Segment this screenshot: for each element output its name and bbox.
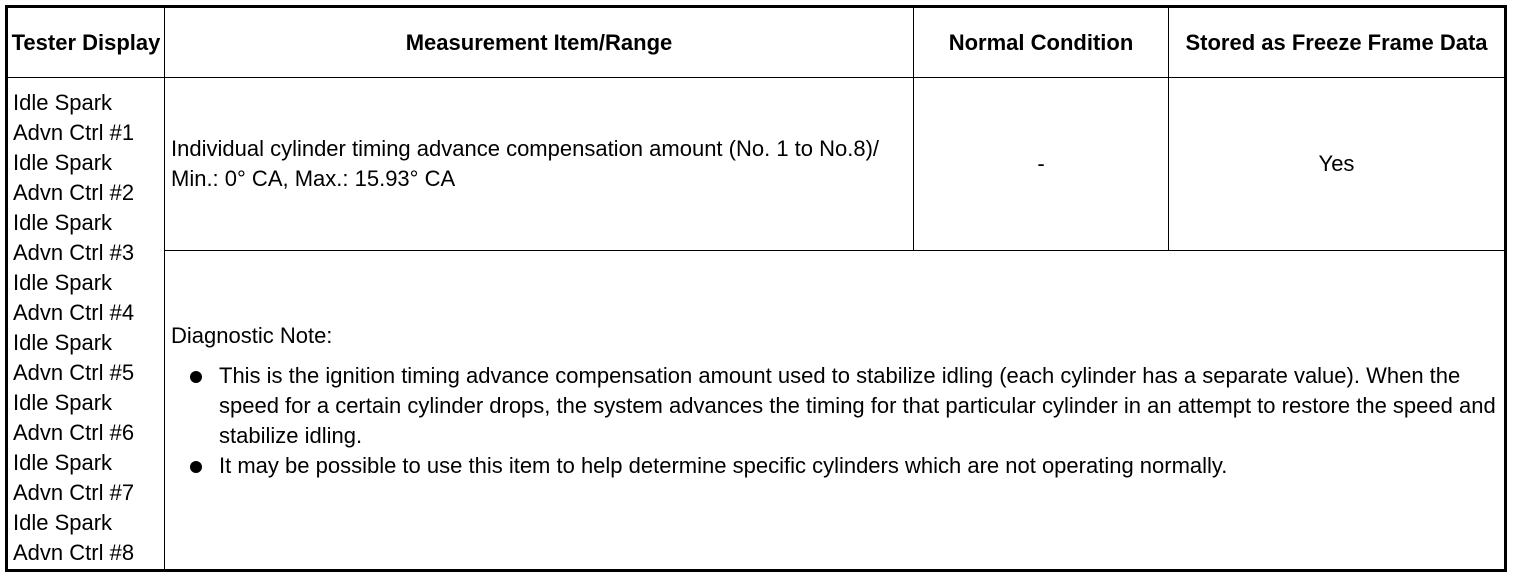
tester-display-line: Advn Ctrl #5	[13, 360, 135, 385]
header-measurement-item: Measurement Item/Range	[165, 7, 914, 78]
tester-display-cell	[7, 78, 165, 571]
list-item	[171, 361, 1498, 451]
tester-display-line: Idle Spark	[13, 450, 113, 475]
measurement-range: Min.: 0° CA, Max.: 15.93° CA	[171, 166, 456, 191]
tester-display-line: Advn Ctrl #7	[13, 480, 135, 505]
tester-display-line: Idle Spark	[13, 270, 113, 295]
tester-display-line: Advn Ctrl #1	[13, 120, 135, 145]
tester-display-line: Advn Ctrl #4	[13, 300, 135, 325]
normal-condition-cell: -	[914, 78, 1169, 251]
table-row	[7, 251, 1506, 571]
tester-display-line: Idle Spark	[13, 390, 113, 415]
bullet-icon	[190, 461, 202, 473]
tester-display-line: Idle Spark	[13, 210, 113, 235]
header-normal-condition: Normal Condition	[914, 7, 1169, 78]
diagnostic-note-cell	[165, 251, 1506, 571]
table-row	[7, 78, 1506, 251]
tester-display-line: Advn Ctrl #8	[13, 540, 135, 565]
list-item	[171, 451, 1498, 481]
data-list-table	[5, 5, 1507, 572]
diagnostic-note-text: This is the ignition timing advance compensation amount used to stabilize idling (each cylinder has a separate value). When the speed for a certain cylinder drops, the system advances the timing for that particular cylinder in an attempt to restore the speed and stabilize idling.	[219, 363, 1496, 448]
tester-display-line: Advn Ctrl #2	[13, 180, 135, 205]
measurement-range-cell	[165, 78, 914, 251]
tester-display-line: Idle Spark	[13, 330, 113, 355]
diagnostic-note-list	[171, 361, 1498, 481]
bullet-icon	[190, 371, 202, 383]
header-row	[7, 7, 1506, 78]
tester-display-line: Idle Spark	[13, 90, 113, 115]
header-freeze-frame: Stored as Freeze Frame Data	[1169, 7, 1506, 78]
tester-display-line: Advn Ctrl #3	[13, 240, 135, 265]
tester-display-line: Advn Ctrl #6	[13, 420, 135, 445]
diagnostic-note-text: It may be possible to use this item to help determine specific cylinders which are not operating normally.	[219, 453, 1228, 478]
measurement-description: Individual cylinder timing advance compensation amount (No. 1 to No.8)/	[171, 136, 880, 161]
freeze-frame-cell: Yes	[1169, 78, 1506, 251]
tester-display-line: Idle Spark	[13, 150, 113, 175]
diagnostic-note-title: Diagnostic Note:	[171, 323, 333, 348]
tester-display-line: Idle Spark	[13, 510, 113, 535]
header-tester-display: Tester Display	[7, 7, 165, 78]
